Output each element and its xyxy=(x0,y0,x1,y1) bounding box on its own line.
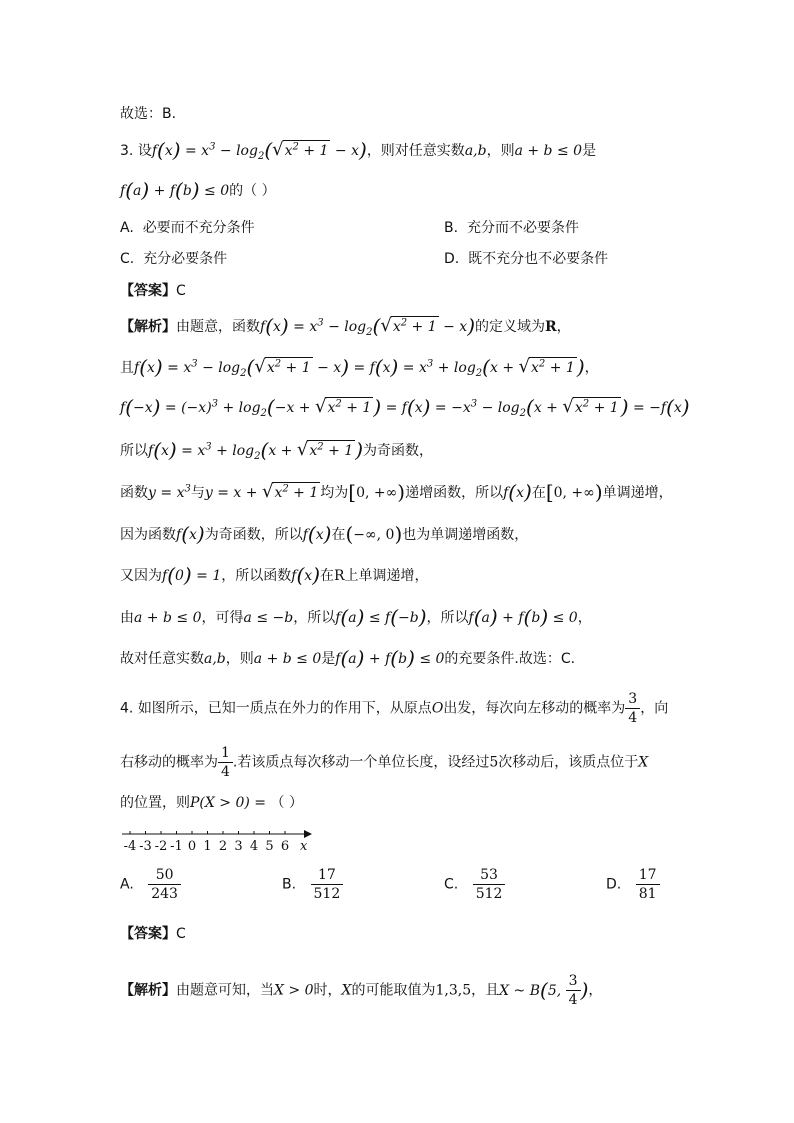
formula: $y = x^3$ xyxy=(148,483,191,501)
q3-option-c[interactable] xyxy=(120,248,227,268)
text: 的定义域为 xyxy=(475,319,545,335)
analysis-label: 【解析】 xyxy=(120,319,176,335)
text: ，向 xyxy=(640,700,669,717)
numerator: 3 xyxy=(566,972,581,991)
numerator: 17 xyxy=(636,866,660,885)
text: ，所以 xyxy=(426,610,469,626)
option-fraction xyxy=(473,866,506,903)
number-line-tick-label: 0 xyxy=(187,839,197,854)
formula: f(a) ≤ f(−b) xyxy=(335,605,427,629)
text: 又因为 xyxy=(120,568,162,584)
text: 如图所示，已知一质点在外力的作用下，从原点 xyxy=(137,700,432,717)
q3-stem-line2 xyxy=(120,180,276,201)
text: 故对任意实数 xyxy=(120,651,204,667)
q3-stem-tail: 的（ ） xyxy=(229,183,276,199)
numerator: 1 xyxy=(218,744,233,763)
q3-analysis-line8 xyxy=(120,607,592,628)
binomial-formula: X ~ B(5, $\frac{3}{4}$ ) xyxy=(499,973,589,1008)
q4-option-d[interactable] xyxy=(606,866,660,903)
text: 在 xyxy=(320,568,334,584)
text: 由题意可知，当 xyxy=(176,982,274,999)
text: 右移动的概率为 xyxy=(120,754,218,771)
q3-condition: a + b ≤ 0 xyxy=(514,143,583,159)
text: 由题意，函数 xyxy=(176,319,260,335)
denominator: 4 xyxy=(221,764,230,780)
number-line-tick-label: 4 xyxy=(249,839,259,854)
formula: $f(x) = x^3 - \log_2(√x^2 + 1 - x) = f(x) = x^3 + \log_2(x + √x^2 + 1$ ) xyxy=(134,355,585,379)
q3-analysis-line5 xyxy=(120,482,673,503)
number-line-tick-label: 5 xyxy=(265,839,274,854)
option-key: B. xyxy=(282,876,297,893)
number-line-tick-label: -1 xyxy=(170,839,183,854)
text: 递增函数，所以 xyxy=(405,485,504,501)
text: 时， xyxy=(313,982,342,999)
text: 因为函数 xyxy=(120,527,176,543)
option-fraction xyxy=(311,866,344,903)
text: （ ） xyxy=(270,795,303,811)
interval: (−∞, 0) xyxy=(345,522,403,546)
option-text: 既不充分也不必要条件 xyxy=(468,251,609,267)
q3-analysis-line7 xyxy=(120,565,429,586)
answer-label: 【答案】 xyxy=(120,926,176,942)
option-key: C. xyxy=(120,251,135,267)
number-line-tick-label: -4 xyxy=(123,839,137,854)
interval: [0, +∞) xyxy=(348,480,406,504)
formula: a + b ≤ 0 xyxy=(253,651,322,667)
text: ，所以 xyxy=(293,610,336,626)
text: .若该质点每次移动一个单位长度，设经过 xyxy=(232,754,490,771)
formula: X > 0 xyxy=(274,982,314,999)
formula: $f(x) = x^3 - \log_2(√x^2 + 1 - x)$ xyxy=(260,314,475,338)
q3-stem-then: ，则 xyxy=(486,143,515,159)
formula: f(x) xyxy=(291,563,320,587)
q4-stem-line1 xyxy=(120,690,668,727)
number-line-tick-label: -3 xyxy=(139,839,152,854)
option-text: 充分而不必要条件 xyxy=(466,220,579,236)
text: ， xyxy=(556,319,571,335)
denominator: 4 xyxy=(568,992,578,1008)
text: ， xyxy=(577,610,592,626)
q4-option-a[interactable] xyxy=(120,866,181,903)
q4-option-c[interactable] xyxy=(444,866,505,903)
formula: f(x) xyxy=(176,522,205,546)
answer-label: 【答案】 xyxy=(120,283,176,299)
numerator: 17 xyxy=(311,866,344,885)
prev-answer-text: 故选：B. xyxy=(120,106,177,122)
denominator: 512 xyxy=(475,886,503,902)
denominator: 4 xyxy=(628,710,638,726)
analysis-label: 【解析】 xyxy=(120,982,176,999)
text: 也为单调递增函数， xyxy=(402,527,529,543)
real-set: R xyxy=(334,568,345,584)
prob-right-fraction xyxy=(218,744,233,781)
q3-function-def: $f(x) = x^3 - \log_2(√x^2 + 1 - x)$ xyxy=(151,138,367,162)
q3-number: 3. xyxy=(120,143,134,159)
numerator: 53 xyxy=(473,866,506,885)
q3-answer: C xyxy=(176,283,186,299)
option-text: 必要而不充分条件 xyxy=(142,220,255,236)
q3-vars: a,b xyxy=(464,143,487,159)
option-fraction xyxy=(148,866,181,903)
option-key: C. xyxy=(444,876,459,893)
formula: f(a) + f(b) ≤ 0 xyxy=(468,605,578,629)
q4-answer: C xyxy=(176,926,186,942)
text: 且 xyxy=(120,360,134,376)
text: ， xyxy=(584,360,599,376)
values: 1,3,5 xyxy=(435,982,472,999)
number-line-tick-label: 6 xyxy=(280,839,290,854)
text: 的可能取值为 xyxy=(351,982,436,999)
option-key: D. xyxy=(444,251,460,267)
formula: f(0) = 1 xyxy=(162,563,222,587)
formula: f(x) xyxy=(302,522,332,546)
q4-analysis-line1 xyxy=(120,972,602,1009)
prob-left-fraction xyxy=(625,690,640,727)
prob-expression: P(X > 0) = xyxy=(190,795,271,811)
text: 的位置，则 xyxy=(120,795,190,811)
text: ，所以函数 xyxy=(221,568,292,584)
text: 与 xyxy=(190,485,205,501)
q4-stem-line2 xyxy=(120,744,648,781)
text: 次移动后，该质点位于 xyxy=(498,754,639,771)
number-line-tick-label: 1 xyxy=(203,839,212,854)
formula: $f(x) = x^3 + \log_2(x + √x^2 + 1$ ) xyxy=(148,438,363,462)
q4-option-b[interactable] xyxy=(282,866,343,903)
text: 所以 xyxy=(120,443,148,459)
text: ，则 xyxy=(225,651,254,667)
text: 由 xyxy=(120,610,134,626)
formula: a ≤ −b xyxy=(243,610,294,626)
var-x: X xyxy=(341,982,352,999)
q3-analysis-line2 xyxy=(120,357,599,378)
option-text: 充分必要条件 xyxy=(143,251,228,267)
q3-stem-line1 xyxy=(120,140,596,161)
var-x: X xyxy=(638,754,649,771)
origin-var: O xyxy=(431,700,444,717)
arrow-icon xyxy=(304,830,312,838)
option-key: B. xyxy=(444,220,459,236)
text: 的充要条件.故选：C. xyxy=(444,651,576,667)
q3-stem-mid: ，则对任意实数 xyxy=(366,143,465,159)
formula: f(a) + f(b) ≤ 0 xyxy=(335,646,445,670)
denominator: 512 xyxy=(313,886,341,902)
q3-stem-prefix: 设 xyxy=(137,143,152,159)
vars: a,b xyxy=(204,651,226,667)
formula: a + b ≤ 0 xyxy=(134,610,202,626)
text: ， xyxy=(588,982,603,999)
option-key: D. xyxy=(606,876,622,893)
denominator: 81 xyxy=(638,886,657,902)
interval: [0, +∞) xyxy=(545,480,603,504)
prev-answer-line xyxy=(120,104,176,124)
text: 函数 xyxy=(120,485,148,501)
number-line-tick-label: -2 xyxy=(154,839,168,854)
q3-option-d[interactable] xyxy=(444,248,608,268)
formula: $f(-x) = (-x)^3 + \log_2(-x + √x^2 + 1$ ) = $f(x) = -x^3 - \log_2(x + √x^2 + 1$ ) = −f(x) xyxy=(120,395,690,419)
steps-count: 5 xyxy=(489,754,499,771)
text: 出发，每次向左移动的概率为 xyxy=(443,700,626,717)
text: 是 xyxy=(321,651,336,667)
numerator: 50 xyxy=(148,866,181,885)
q3-is: 是 xyxy=(582,143,597,159)
q3-sum-condition: f(a) + f(b) ≤ 0 xyxy=(120,178,230,202)
text: 在 xyxy=(531,485,546,501)
q4-stem-line3 xyxy=(120,793,303,813)
text: 在 xyxy=(331,527,346,543)
q3-analysis-line9 xyxy=(120,648,575,669)
denominator: 243 xyxy=(151,886,178,902)
numerator: 3 xyxy=(625,690,640,709)
formula: f(x) xyxy=(503,480,532,504)
q3-option-b[interactable] xyxy=(444,217,579,237)
option-key: A. xyxy=(120,220,134,236)
text: ，且 xyxy=(471,982,500,999)
text: 上单调递增， xyxy=(344,568,429,584)
q3-analysis-line6 xyxy=(120,524,528,545)
text: 均为 xyxy=(320,485,349,501)
q3-analysis-line3 xyxy=(120,397,690,418)
real-set: R xyxy=(545,319,557,335)
q3-analysis-line4 xyxy=(120,440,433,461)
q4-number: 4. xyxy=(120,700,134,717)
number-line-tick-label: 2 xyxy=(218,839,228,854)
q3-answer-line xyxy=(120,281,186,301)
option-key: A. xyxy=(120,876,134,893)
axis-label: x xyxy=(300,839,308,854)
q4-answer-line xyxy=(120,924,186,944)
text: ，可得 xyxy=(201,610,244,626)
number-line-tick-label: 3 xyxy=(234,839,243,854)
text: 单调递增， xyxy=(602,485,673,501)
q3-option-a[interactable] xyxy=(120,217,255,237)
number-line-figure xyxy=(118,826,318,856)
option-fraction xyxy=(636,866,660,903)
text: 为奇函数， xyxy=(363,443,433,459)
formula: $y = x + √x^2 + 1$ xyxy=(204,481,319,502)
q3-analysis-line1 xyxy=(120,316,571,337)
text: 为奇函数，所以 xyxy=(204,527,303,543)
